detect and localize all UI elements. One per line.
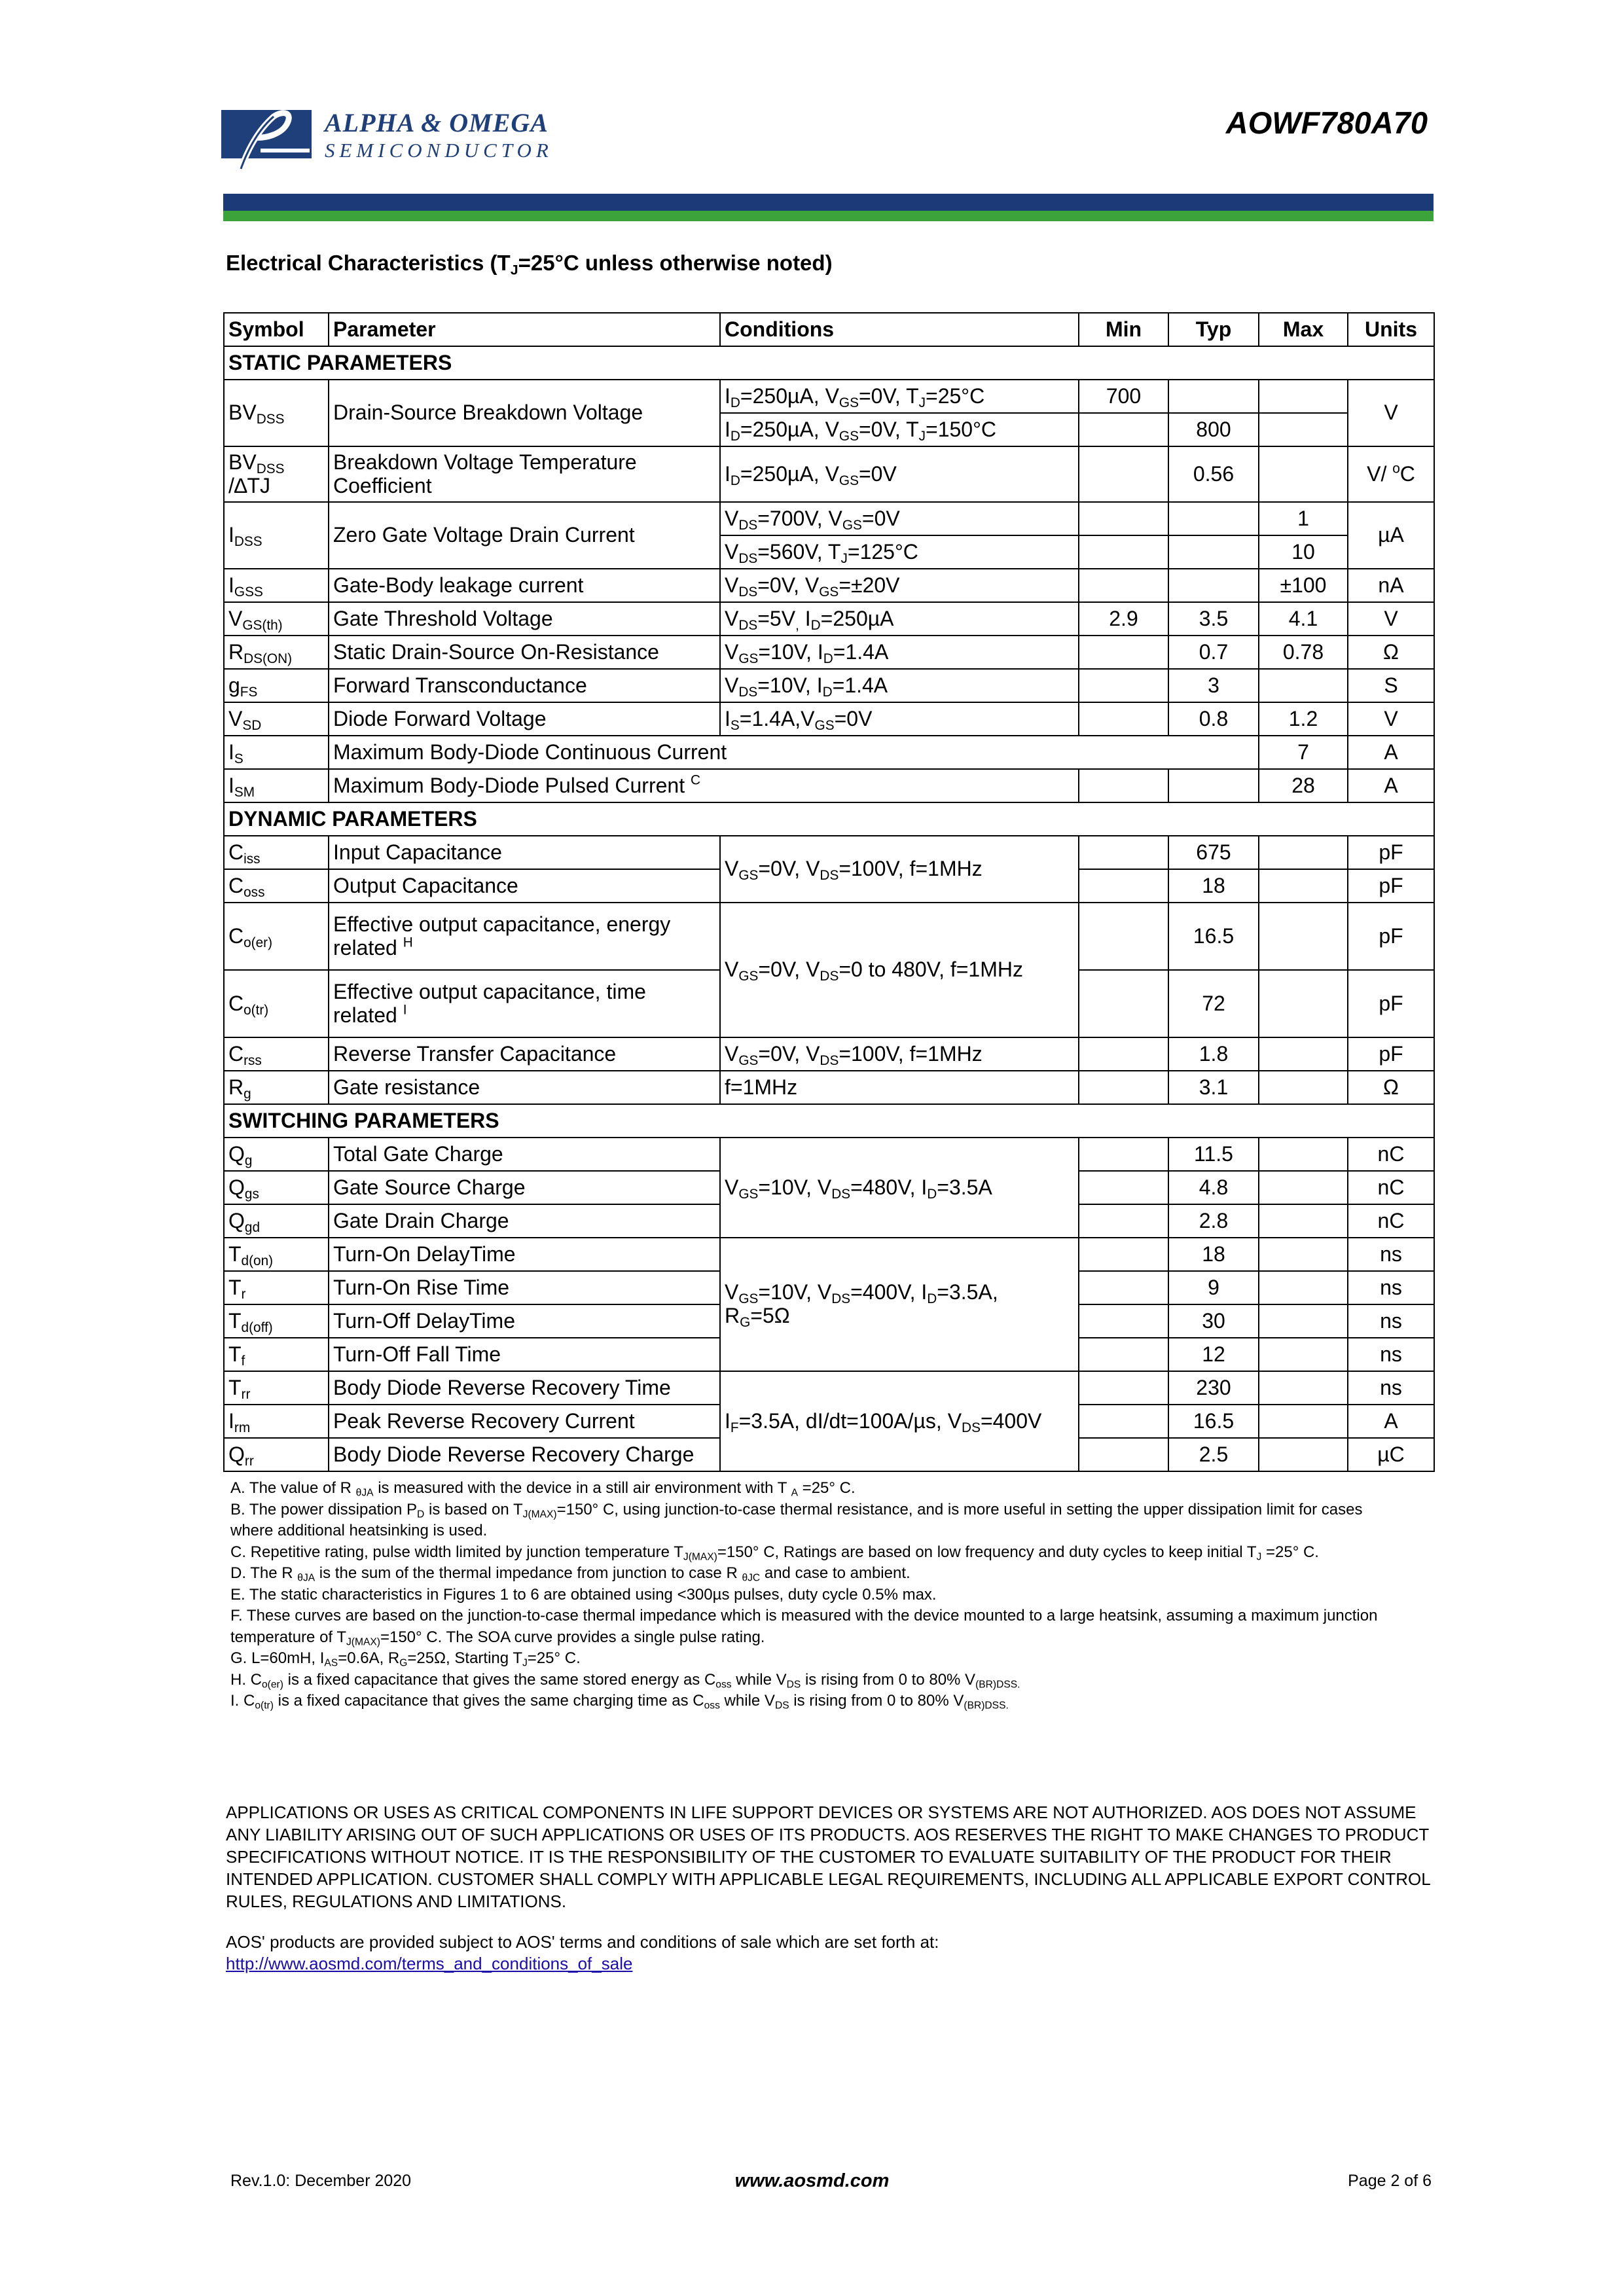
unit-cell: pF: [1348, 903, 1434, 970]
unit-cell: nC: [1348, 1138, 1434, 1171]
terms-link[interactable]: http://www.aosmd.com/terms_and_conditions_of_sale: [226, 1954, 633, 1973]
unit-cell: ns: [1348, 1338, 1434, 1371]
unit-cell: V: [1348, 380, 1434, 446]
min-cell: [1079, 669, 1168, 702]
company-division: SEMICONDUCTOR: [325, 139, 553, 162]
header-conditions: Conditions: [720, 313, 1079, 346]
max-cell: [1259, 1204, 1348, 1238]
table-row: [224, 636, 1434, 669]
parameter-cell: Input Capacitance: [329, 836, 720, 869]
symbol-cell: $I_{GSS}$: [224, 569, 329, 602]
typ-cell: 18: [1168, 869, 1259, 903]
symbol-cell: $T_{d(off)}$: [224, 1304, 329, 1338]
header-bar-green: [223, 211, 1434, 221]
min-cell: [1079, 636, 1168, 669]
header-max: Max: [1259, 313, 1348, 346]
symbol-cell: $I_{rm}$: [224, 1405, 329, 1438]
parameter-cell: Breakdown Voltage Temperature Coefficient: [329, 446, 720, 502]
max-cell: 28: [1259, 769, 1348, 802]
typ-cell: 4.8: [1168, 1171, 1259, 1204]
parameter-cell: Gate-Body leakage current: [329, 569, 720, 602]
min-cell: [1079, 769, 1168, 802]
condition-cell: $V_{GS}=0V$, $V_{DS}=100V$, f=1MHz: [720, 1037, 1079, 1071]
condition-cell: $V_{DS}=700V$, $V_{GS}=0V$: [720, 502, 1079, 535]
parameter-cell: Peak Reverse Recovery Current: [329, 1405, 720, 1438]
terms-text: AOS' products are provided subject to AOS' terms and conditions of sale which are set forth at:: [226, 1932, 939, 1952]
footnote-f: F. These curves are based on the junction-to-case thermal impedance which is measured with the device mounted to a large heatsink, assuming a maximum junction temperature of $T_{J(MAX)}=150^\circ$ C. The SOA curve provides a single pulse rating.: [230, 1607, 1378, 1648]
table-header-row: [224, 313, 1434, 346]
condition-cell: $V_{GS}=0V$, $V_{DS}=100V$, f=1MHz: [720, 836, 1079, 903]
typ-cell: 1.8: [1168, 1037, 1259, 1071]
symbol-cell: $C_{oss}$: [224, 869, 329, 903]
min-cell: [1079, 502, 1168, 535]
symbol-cell: $C_{o(tr)}$: [224, 970, 329, 1037]
table-row: [224, 569, 1434, 602]
max-cell: [1259, 903, 1348, 970]
table-row: [224, 1071, 1434, 1104]
symbol-cell: $T_f$: [224, 1338, 329, 1371]
min-cell: [1079, 836, 1168, 869]
part-number: AOWF780A70: [1225, 105, 1428, 140]
min-cell: [1079, 702, 1168, 736]
parameter-cell: Turn-On DelayTime: [329, 1238, 720, 1271]
symbol-cell: $R_g$: [224, 1071, 329, 1104]
table-row: [224, 1238, 1434, 1271]
section-label: STATIC PARAMETERS: [224, 346, 1434, 380]
condition-cell: $I_F=3.5A$, dI/dt=100A/µs, $V_{DS}=400V$: [720, 1371, 1079, 1471]
table-row: [224, 702, 1434, 736]
unit-cell: Ω: [1348, 1071, 1434, 1104]
parameter-cell: Output Capacitance: [329, 869, 720, 903]
min-cell: [1079, 1304, 1168, 1338]
unit-cell: V/ $^o$C: [1348, 446, 1434, 502]
table-row: [224, 769, 1434, 802]
header-typ: Typ: [1168, 313, 1259, 346]
min-cell: [1079, 869, 1168, 903]
condition-cell: $V_{DS}=5V_,$ $I_D=250\mu A$: [720, 602, 1079, 636]
typ-cell: 72: [1168, 970, 1259, 1037]
alpha-omega-logo-icon: [221, 105, 312, 170]
max-cell: [1259, 1238, 1348, 1271]
min-cell: 700: [1079, 380, 1168, 413]
parameter-cell: Drain-Source Breakdown Voltage: [329, 380, 720, 446]
max-cell: 10: [1259, 535, 1348, 569]
typ-cell: 0.56: [1168, 446, 1259, 502]
max-cell: [1259, 413, 1348, 446]
symbol-cell: $V_{SD}$: [224, 702, 329, 736]
min-cell: [1079, 1338, 1168, 1371]
typ-cell: 3: [1168, 669, 1259, 702]
electrical-characteristics-table: [223, 312, 1435, 1472]
footnote-d: D. The R $_{\theta JA}$ is the sum of the thermal impedance from junction to case R $_{\theta JC}$ and case to ambient.: [230, 1564, 911, 1584]
min-cell: [1079, 1271, 1168, 1304]
min-cell: [1079, 1405, 1168, 1438]
parameter-cell: Maximum Body-Diode Pulsed Current $^C$: [329, 769, 1079, 802]
symbol-cell: $Q_{gs}$: [224, 1171, 329, 1204]
max-cell: 4.1: [1259, 602, 1348, 636]
condition-cell: $V_{GS}=10V$, $V_{DS}=480V$, $I_D=3.5A$: [720, 1138, 1079, 1238]
table-row: [224, 502, 1434, 535]
min-cell: [1079, 446, 1168, 502]
max-cell: ±100: [1259, 569, 1348, 602]
condition-cell: $I_S=1.4A,V_{GS}=0V$: [720, 702, 1079, 736]
unit-cell: nC: [1348, 1171, 1434, 1204]
header-parameter: Parameter: [329, 313, 720, 346]
parameter-cell: Maximum Body-Diode Continuous Current: [329, 736, 1259, 769]
max-cell: [1259, 1138, 1348, 1171]
typ-cell: 16.5: [1168, 1405, 1259, 1438]
typ-cell: 230: [1168, 1371, 1259, 1405]
table-row: [224, 736, 1434, 769]
symbol-cell: $I_S$: [224, 736, 329, 769]
min-cell: [1079, 1037, 1168, 1071]
typ-cell: 18: [1168, 1238, 1259, 1271]
min-cell: [1079, 970, 1168, 1037]
symbol-cell: $BV_{DSS}$ /∆TJ: [224, 446, 329, 502]
typ-cell: 3.1: [1168, 1071, 1259, 1104]
parameter-cell: Turn-Off DelayTime: [329, 1304, 720, 1338]
typ-cell: [1168, 535, 1259, 569]
footnote-c: C. Repetitive rating, pulse width limited by junction temperature $T_{J(MAX)}=150^\circ$ C, Ratings are based on low frequency and duty cycles to keep initial $T_J =25^\circ$ C.: [230, 1543, 1319, 1563]
unit-cell: V: [1348, 702, 1434, 736]
typ-cell: 0.7: [1168, 636, 1259, 669]
condition-cell: $V_{GS}=0V$, $V_{DS}=0$ to 480V, f=1MHz: [720, 903, 1079, 1037]
max-cell: [1259, 669, 1348, 702]
max-cell: [1259, 1271, 1348, 1304]
typ-cell: 2.5: [1168, 1438, 1259, 1471]
parameter-cell: Effective output capacitance, time related $^I$: [329, 970, 720, 1037]
min-cell: [1079, 1171, 1168, 1204]
symbol-cell: $BV_{DSS}$: [224, 380, 329, 446]
max-cell: 1.2: [1259, 702, 1348, 736]
condition-cell: $V_{DS}=560V$, $T_J=125^\circ C$: [720, 535, 1079, 569]
symbol-cell: $C_{o(er)}$: [224, 903, 329, 970]
min-cell: [1079, 413, 1168, 446]
unit-cell: ns: [1348, 1371, 1434, 1405]
parameter-cell: Gate Drain Charge: [329, 1204, 720, 1238]
unit-cell: pF: [1348, 1037, 1434, 1071]
symbol-cell: $Q_{rr}$: [224, 1438, 329, 1471]
typ-cell: 16.5: [1168, 903, 1259, 970]
header-symbol: Symbol: [224, 313, 329, 346]
header-units: Units: [1348, 313, 1434, 346]
typ-cell: 11.5: [1168, 1138, 1259, 1171]
parameter-cell: Gate resistance: [329, 1071, 720, 1104]
condition-cell: $V_{GS}=10V$, $I_D=1.4A$: [720, 636, 1079, 669]
symbol-cell: $T_r$: [224, 1271, 329, 1304]
unit-cell: A: [1348, 1405, 1434, 1438]
unit-cell: ns: [1348, 1271, 1434, 1304]
unit-cell: A: [1348, 736, 1434, 769]
max-cell: 7: [1259, 736, 1348, 769]
condition-cell: $V_{DS}=0V$, $V_{GS}=\pm 20V$: [720, 569, 1079, 602]
typ-cell: 0.8: [1168, 702, 1259, 736]
typ-cell: [1168, 502, 1259, 535]
typ-cell: 12: [1168, 1338, 1259, 1371]
unit-cell: pF: [1348, 836, 1434, 869]
condition-cell: f=1MHz: [720, 1071, 1079, 1104]
parameter-cell: Gate Threshold Voltage: [329, 602, 720, 636]
typ-cell: [1168, 569, 1259, 602]
min-cell: [1079, 1438, 1168, 1471]
table-row: [224, 836, 1434, 869]
section-row-switching: [224, 1104, 1434, 1138]
unit-cell: ns: [1348, 1304, 1434, 1338]
typ-cell: 9: [1168, 1271, 1259, 1304]
unit-cell: S: [1348, 669, 1434, 702]
company-name: ALPHA & OMEGA: [325, 108, 549, 137]
symbol-cell: $C_{iss}$: [224, 836, 329, 869]
company-logo: [221, 105, 588, 177]
min-cell: [1079, 569, 1168, 602]
max-cell: [1259, 970, 1348, 1037]
max-cell: 0.78: [1259, 636, 1348, 669]
typ-cell: [1168, 380, 1259, 413]
condition-cell: $I_D=250\mu A$, $V_{GS}=0V$: [720, 446, 1079, 502]
unit-cell: µC: [1348, 1438, 1434, 1471]
unit-cell: pF: [1348, 869, 1434, 903]
unit-cell: A: [1348, 769, 1434, 802]
typ-cell: 675: [1168, 836, 1259, 869]
max-cell: [1259, 1071, 1348, 1104]
parameter-cell: Forward Transconductance: [329, 669, 720, 702]
max-cell: 1: [1259, 502, 1348, 535]
symbol-cell: $C_{rss}$: [224, 1037, 329, 1071]
symbol-cell: $Q_g$: [224, 1138, 329, 1171]
min-cell: [1079, 1238, 1168, 1271]
footnote-h: H. $C_{o(er)}$ is a fixed capacitance that gives the same stored energy as $C_{oss}$ while $V_{DS}$ is rising from 0 to 80% $V_{(BR)DSS.}$: [230, 1670, 1020, 1691]
symbol-cell: $Q_{gd}$: [224, 1204, 329, 1238]
min-cell: [1079, 903, 1168, 970]
max-cell: [1259, 869, 1348, 903]
table-row: [224, 446, 1434, 502]
section-title: Electrical Characteristics ($T_J=25^\circ C$ unless otherwise noted): [226, 251, 833, 278]
condition-cell: $V_{DS}=10V$, $I_D=1.4A$: [720, 669, 1079, 702]
unit-cell: V: [1348, 602, 1434, 636]
parameter-cell: Body Diode Reverse Recovery Time: [329, 1371, 720, 1405]
table-row: [224, 1037, 1434, 1071]
parameter-cell: Zero Gate Voltage Drain Current: [329, 502, 720, 569]
footnote-g: G. L=60mH, $I_{AS}=0.6A$, $R_G=25\Omega$, Starting $T_J=25^\circ$ C.: [230, 1649, 581, 1669]
parameter-cell: Reverse Transfer Capacitance: [329, 1037, 720, 1071]
table-row: [224, 903, 1434, 970]
symbol-cell: $V_{GS(th)}$: [224, 602, 329, 636]
max-cell: [1259, 836, 1348, 869]
symbol-cell: $T_{d(on)}$: [224, 1238, 329, 1271]
table-row: [224, 602, 1434, 636]
max-cell: [1259, 1405, 1348, 1438]
parameter-cell: Diode Forward Voltage: [329, 702, 720, 736]
symbol-cell: $R_{DS(ON)}$: [224, 636, 329, 669]
condition-cell: $V_{GS}=10V$, $V_{DS}=400V$, $I_D=3.5A$, $R_G=5\Omega$: [720, 1238, 1079, 1371]
parameter-cell: Body Diode Reverse Recovery Charge: [329, 1438, 720, 1471]
parameter-cell: Total Gate Charge: [329, 1138, 720, 1171]
max-cell: [1259, 1438, 1348, 1471]
typ-cell: 800: [1168, 413, 1259, 446]
symbol-cell: $I_{DSS}$: [224, 502, 329, 569]
section-row-dynamic: [224, 802, 1434, 836]
unit-cell: nC: [1348, 1204, 1434, 1238]
min-cell: 2.9: [1079, 602, 1168, 636]
footer-revision: Rev.1.0: December 2020: [230, 2172, 412, 2190]
max-cell: [1259, 1037, 1348, 1071]
unit-cell: pF: [1348, 970, 1434, 1037]
disclaimer-text: APPLICATIONS OR USES AS CRITICAL COMPONENTS IN LIFE SUPPORT DEVICES OR SYSTEMS ARE NOT AUTHORIZED. AOS DOES NOT ASSUME ANY LIABILITY ARISING OUT OF SUCH APPLICATIONS OR USES OF ITS PRODUCTS. AOS RESERVES THE RIGHT TO MAKE CHANGES TO PRODUCT SPECIFICATIONS WITHOUT NOTICE. IT IS THE RESPONSIBILITY OF THE CUSTOMER TO EVALUATE SUITABILITY OF THE PRODUCT FOR THEIR INTENDED APPLICATION. CUSTOMER SHALL COMPLY WITH APPLICABLE LEGAL REQUIREMENTS, INCLUDING ALL APPLICABLE EXPORT CONTROL RULES, REGULATIONS AND LIMITATIONS.: [226, 1803, 1430, 1911]
table-row: [224, 1138, 1434, 1171]
parameter-cell: Static Drain-Source On-Resistance: [329, 636, 720, 669]
min-cell: [1079, 535, 1168, 569]
footer-page-number: Page 2 of 6: [1348, 2172, 1432, 2190]
max-cell: [1259, 380, 1348, 413]
min-cell: [1079, 1204, 1168, 1238]
footnotes: [230, 1478, 1409, 1712]
unit-cell: µA: [1348, 502, 1434, 569]
min-cell: [1079, 1138, 1168, 1171]
max-cell: [1259, 1338, 1348, 1371]
section-row-static: [224, 346, 1434, 380]
parameter-cell: Turn-Off Fall Time: [329, 1338, 720, 1371]
header-bar-blue: [223, 194, 1434, 211]
parameter-cell: Gate Source Charge: [329, 1171, 720, 1204]
min-cell: [1079, 1371, 1168, 1405]
typ-cell: [1168, 769, 1259, 802]
footnote-b: B. The power dissipation $P_D$ is based on $T_{J(MAX)}=150^\circ$ C, using junction-to-case thermal resistance, and is more useful in setting the upper dissipation limit for cases where additional heatsinking is used.: [230, 1500, 1363, 1539]
max-cell: [1259, 446, 1348, 502]
max-cell: [1259, 1304, 1348, 1338]
table-row: [224, 669, 1434, 702]
symbol-cell: $g_{FS}$: [224, 669, 329, 702]
symbol-cell: $I_{SM}$: [224, 769, 329, 802]
unit-cell: Ω: [1348, 636, 1434, 669]
unit-cell: ns: [1348, 1238, 1434, 1271]
max-cell: [1259, 1171, 1348, 1204]
footnote-i: I. $C_{o(tr)}$ is a fixed capacitance that gives the same charging time as $C_{oss}$ while $V_{DS}$ is rising from 0 to 80% $V_{(BR)DSS.}$: [230, 1692, 1009, 1712]
header-min: Min: [1079, 313, 1168, 346]
table-row: [224, 380, 1434, 413]
footnote-a: A. The value of R $_{\theta JA}$ is measured with the device in a still air environment with T $_A$ =25° C.: [230, 1479, 856, 1499]
typ-cell: 30: [1168, 1304, 1259, 1338]
footer-website: www.aosmd.com: [734, 2170, 890, 2191]
unit-cell: nA: [1348, 569, 1434, 602]
condition-cell: $I_D=250\mu A$, $V_{GS}=0V$, $T_J=25^\circ C$: [720, 380, 1079, 413]
min-cell: [1079, 1071, 1168, 1104]
section-label: SWITCHING PARAMETERS: [224, 1104, 1434, 1138]
footnote-e: E. The static characteristics in Figures 1 to 6 are obtained using <300µs pulses, duty cycle 0.5% max.: [230, 1585, 937, 1604]
table-row: [224, 1371, 1434, 1405]
symbol-cell: $T_{rr}$: [224, 1371, 329, 1405]
parameter-cell: Effective output capacitance, energy related $^H$: [329, 903, 720, 970]
typ-cell: 3.5: [1168, 602, 1259, 636]
typ-cell: 2.8: [1168, 1204, 1259, 1238]
max-cell: [1259, 1371, 1348, 1405]
section-label: DYNAMIC PARAMETERS: [224, 802, 1434, 836]
parameter-cell: Turn-On Rise Time: [329, 1271, 720, 1304]
condition-cell: $I_D=250\mu A$, $V_{GS}=0V$, $T_J=150^\circ C$: [720, 413, 1079, 446]
